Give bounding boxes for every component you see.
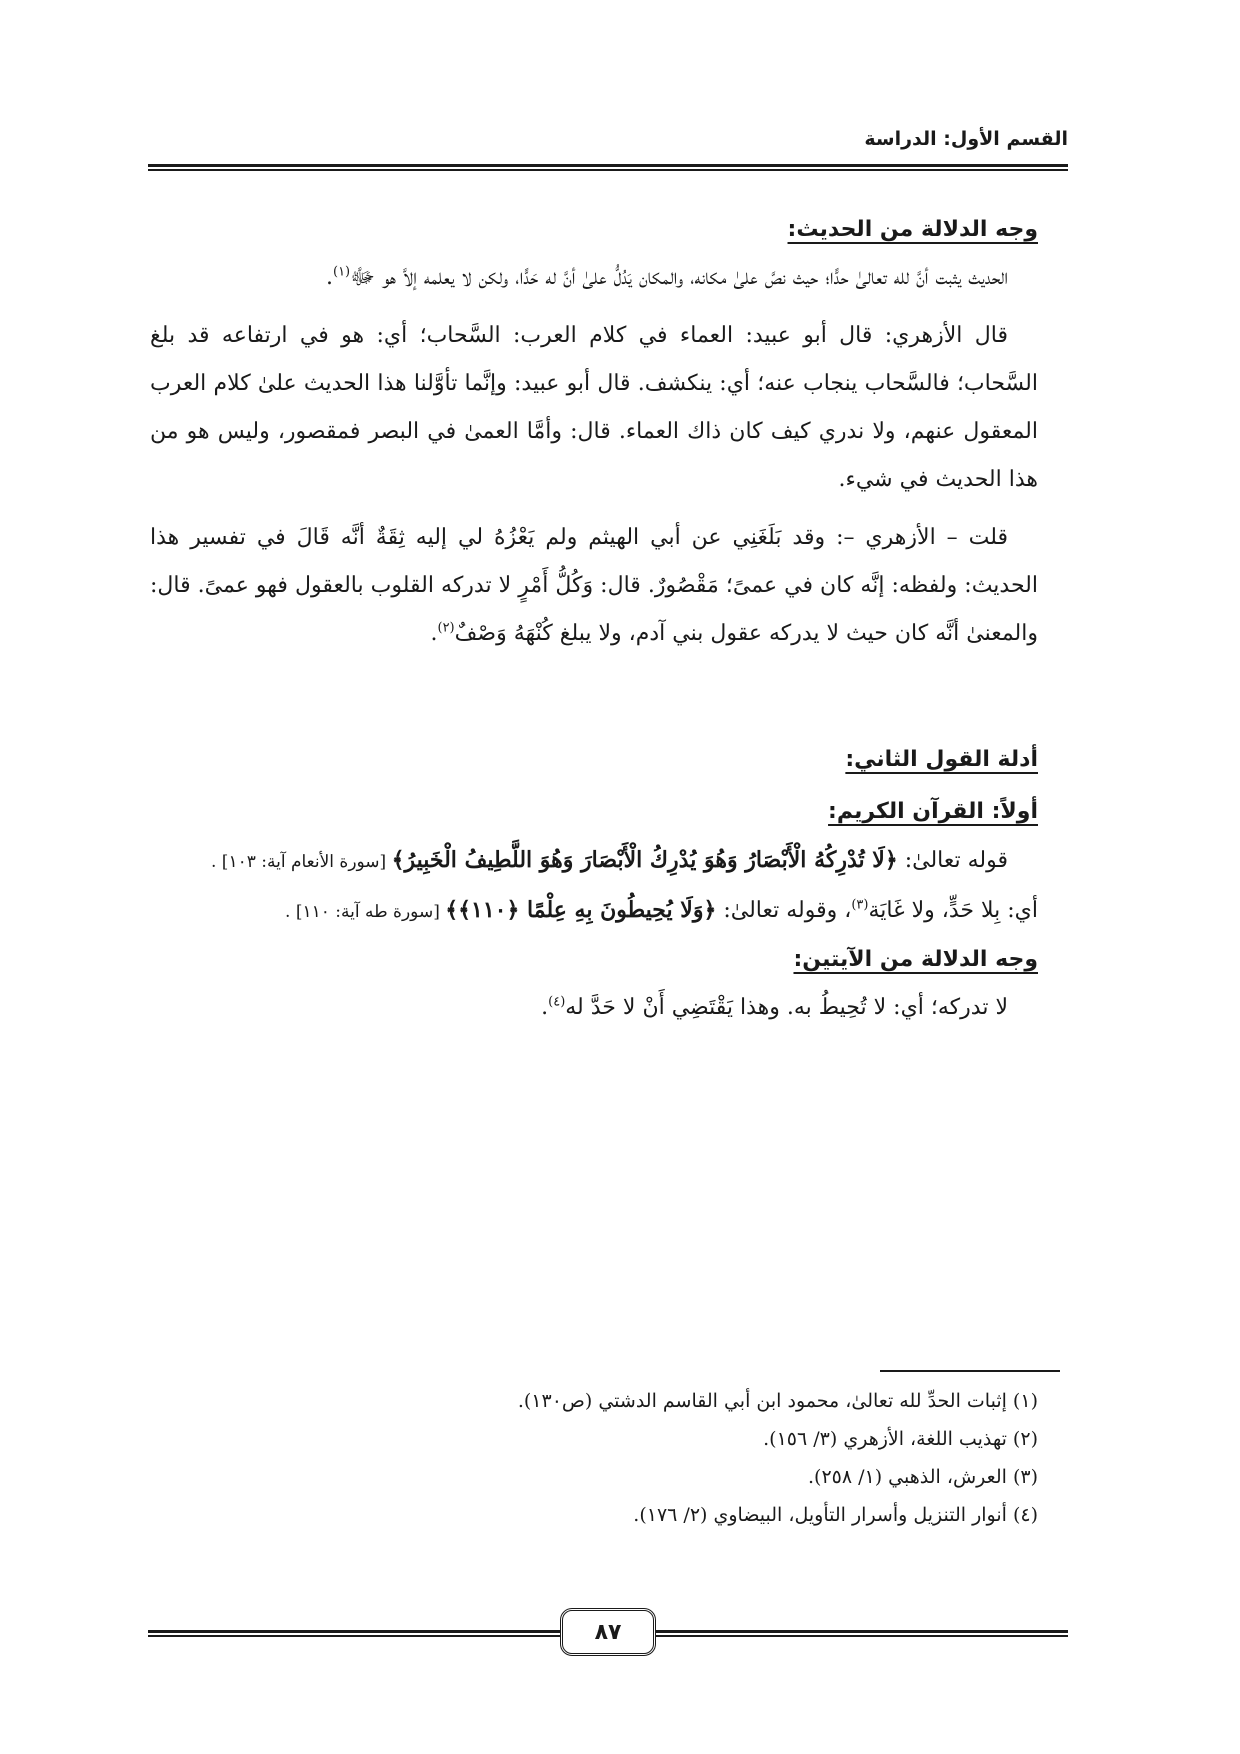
footnote-1: (١) إثبات الحدِّ لله تعالىٰ، محمود ابن أبي القاسم الدشتي (ص١٣٠).	[517, 1390, 1038, 1412]
verse-line-2: أي: بِلا حَدٍّ، ولا غَايَة$^{(٣)}$، وقوله تعالىٰ: ﴿وَلَا يُحِيطُونَ بِهِ عِلْمًا ﴿١١٠﴾﴾ [سورة طه آية: ١١٠] .	[285, 897, 1038, 923]
paragraph-4: لا تدركه؛ أي: لا تُحِيطُ به. وهذا يَقْتَضِي أَنْ لا حَدَّ له$^{(٤)}$.	[541, 994, 1008, 1020]
subheading-quran: أولاً: القرآن الكريم:	[828, 799, 1038, 824]
footnote-ref-3[interactable]: (٣)	[851, 897, 869, 913]
footnote-ref-2[interactable]: (٢)	[437, 620, 455, 636]
footnotes	[150, 1382, 1038, 1534]
paragraph-3-text: قلت – الأزهري –: وقد بَلَغَنِي عن أبي الهيثم ولم يَعْزُهُ لي إليه ثِقَةٌ أنَّه قَالَ في تفسير هذا الحديث: ولفظه: إنَّه كان في عمىً؛ مَقْصُورٌ. قال: وَكُلُّ أَمْرٍ لا تدركه القلوب بالعقول فهو عمىً. قال: والمعنىٰ أنَّه كان حيث لا يدركه عقول بني آدم، ولا يبلغ كُنْهَهُ وَصْفٌ	[150, 525, 1038, 646]
page-body	[150, 206, 1038, 1032]
header-rule	[148, 164, 1068, 171]
quran-verse-2: ﴿وَلَا يُحِيطُونَ بِهِ عِلْمًا ﴿١١٠﴾﴾	[445, 897, 717, 923]
footnote-separator	[880, 1370, 1060, 1372]
section-heading-hadith: وجه الدلالة من الحديث:	[787, 217, 1038, 242]
footnote-ref-4[interactable]: (٤)	[548, 994, 566, 1010]
paragraph-1-text: الحديث يثبت أنَّ لله تعالىٰ حدًّا؛ حيث نصَّ علىٰ مكانه، والمكان يَدُلُّ علىٰ أنَّ له حَدًّا، ولكن لا يعلمه إلاَّ هو ﷻ	[350, 265, 1008, 290]
paragraph-1: الحديث يثبت أنَّ لله تعالىٰ حدًّا؛ حيث نصَّ علىٰ مكانه، والمكان يَدُلُّ علىٰ أنَّ له حَدًّا، ولكن لا يعلمه إلاَّ هو ﷻ$^{(١)}$.	[325, 264, 1008, 290]
paragraph-3: قلت – الأزهري –: وقد بَلَغَنِي عن أبي الهيثم ولم يَعْزُهُ لي إليه ثِقَةٌ أنَّه قَالَ في تفسير هذا الحديث: ولفظه: إنَّه كان في عمىً؛ مَقْصُورٌ. قال: وَكُلُّ أَمْرٍ لا تدركه القلوب بالعقول فهو عمىً. قال: والمعنىٰ أنَّه كان حيث لا يدركه عقول بني آدم، ولا يبلغ كُنْهَهُ وَصْفٌ$^{(٢)}$.	[150, 525, 1038, 646]
footnote-3: (٣) العرش، الذهبي (١/ ٢٥٨).	[807, 1466, 1038, 1488]
paragraph-2: قال الأزهري: قال أبو عبيد: العماء في كلام العرب: السَّحاب؛ أي: هو في ارتفاعه قد بلغ السَّحاب؛ فالسَّحاب ينجاب عنه؛ أي: ينكشف. قال أبو عبيد: وإنَّما تأوَّلنا هذا الحديث علىٰ كلام العرب المعقول عنهم، ولا ندري كيف كان ذاك العماء. قال: وأمَّا العمىٰ في البصر فمقصور، وليس هو من هذا الحديث في شيء.	[150, 323, 1038, 492]
page-number: ٨٧	[560, 1608, 656, 1656]
footnote-2: (٢) تهذيب اللغة، الأزهري (٣/ ١٥٦).	[763, 1428, 1038, 1450]
footer-rule-right	[656, 1630, 1068, 1637]
running-header: القسم الأول: الدراسة	[864, 128, 1068, 150]
section-heading-second-opinion: أدلة القول الثاني:	[845, 747, 1038, 772]
footer-rule-left	[148, 1630, 560, 1637]
verse-citation-1: [سورة الأنعام آية: ١٠٣] .	[210, 852, 392, 872]
verse-line-1: قوله تعالىٰ: ﴿لَا تُدْرِكُهُ الْأَبْصَارُ وَهُوَ يُدْرِكُ الْأَبْصَارَ وَهُوَ اللَّطِيفُ الْخَبِيرُ﴾ [سورة الأنعام آية: ١٠٣] .	[210, 847, 1008, 873]
footnote-ref-1[interactable]: (١)	[332, 264, 351, 280]
verse-citation-2: [سورة طه آية: ١١٠] .	[285, 902, 446, 922]
section-heading-two-verses: وجه الدلالة من الآيتين:	[793, 947, 1038, 972]
quran-verse-1: ﴿لَا تُدْرِكُهُ الْأَبْصَارُ وَهُوَ يُدْرِكُ الْأَبْصَارَ وَهُوَ اللَّطِيفُ الْخَبِيرُ﴾	[391, 847, 898, 873]
footnote-4: (٤) أنوار التنزيل وأسرار التأويل، البيضاوي (٢/ ١٧٦).	[633, 1504, 1038, 1526]
